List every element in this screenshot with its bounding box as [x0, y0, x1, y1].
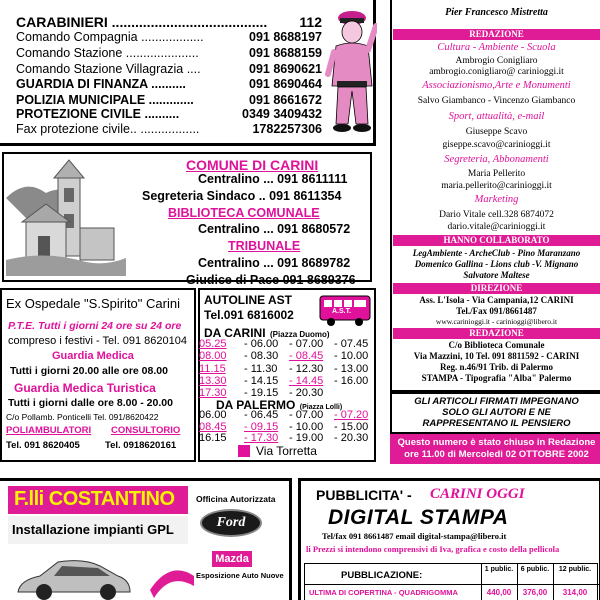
pink-ribbon-decoration: [150, 560, 194, 600]
redazione-line-2: Via Mazzini, 10 Tel. 091 8811592 - CARINI: [413, 351, 580, 361]
person-vitale: Dario Vitale cell.328 6874072: [439, 210, 554, 220]
collab-line-1: LegAmbiente - ArcheClub - Pino Maranzano: [412, 248, 581, 258]
notice-line-1: GLI ARTICOLI FIRMATI IMPEGNANO: [414, 396, 579, 407]
car-image: [14, 552, 134, 600]
row-price-6: 376,00: [522, 588, 548, 597]
collab-head: HANNO COLLABORATO: [393, 235, 600, 246]
email-pellerito: maria.pellerito@carinioggi.it: [441, 181, 552, 191]
bus-time: - 10.00: [334, 350, 369, 363]
emergency-label: Comando Stazione .....................: [16, 46, 199, 60]
bus-time: - 19.00: [289, 432, 324, 444]
direzione-line-2: Tel./Fax 091/8661487: [456, 306, 537, 316]
emergency-row: [16, 93, 322, 107]
bus-time: - 14.45: [289, 374, 324, 387]
pubblicita-label: PUBBLICITA' -: [316, 487, 412, 503]
emergency-row: [16, 62, 322, 76]
consultorio-tel: Tel. 0918620161: [105, 440, 177, 451]
festivi-line: compreso i festivi - Tel. 091 8620104: [8, 335, 187, 347]
emergency-label: Comando Compagnia ..................: [16, 30, 204, 44]
bus-time: 08.00: [199, 350, 227, 363]
notice-line-2: SOLO GLI AUTORI E NE: [442, 407, 551, 418]
bus-time: - 20.30: [289, 387, 324, 400]
comune-title: COMUNE DI CARINI: [186, 157, 319, 173]
town-church-illustration: [6, 158, 126, 276]
redazione-head-1: REDAZIONE: [393, 29, 600, 40]
digital-note: li Prezzi si intendono comprensivi di Iva, grafica e costo della pellicola: [306, 544, 560, 554]
collab-line-2: Domenico Gallina - Lions club -V. Mignano: [414, 259, 579, 269]
bus-time: - 08.30: [244, 350, 279, 363]
bus-time: - 16.00: [334, 374, 369, 387]
table-hline: [305, 584, 599, 585]
comune-line: Centralino ... 091 8680572: [198, 222, 351, 237]
mazda-text: Mazda: [215, 553, 249, 565]
costantino-subtitle: Installazione impianti GPL: [12, 522, 174, 537]
expo-label: Esposizione Auto Nuove: [196, 571, 284, 580]
from-palermo-label: DA PALERMO: [216, 398, 296, 412]
bus-time: - 06.45: [244, 409, 279, 421]
bus-time-row: [199, 421, 379, 433]
poliamb-line: C/o Pollamb. Ponticelli Tel. 091/8620422: [6, 412, 159, 422]
person-pellerito: Maria Pellerito: [467, 169, 526, 179]
comune-line: Centralino ... 091 8689782: [198, 256, 351, 270]
bus-time: - 11.30: [244, 362, 278, 375]
emergency-number: 112: [299, 14, 322, 30]
comune-line: BIBLIOTECA COMUNALE: [168, 205, 320, 220]
pub-header-label: PUBBLICAZIONE:: [341, 570, 423, 581]
emergency-label: POLIZIA MUNICIPALE .............: [16, 93, 194, 107]
officina-label: Officina Autorizzata: [196, 494, 276, 504]
bus-time-row: [199, 432, 379, 444]
emergency-row: [16, 122, 322, 136]
bus-tel: Tel.091 6816002: [204, 308, 294, 322]
email-conigliaro: ambrogio.conigliaro@ carinioggi.it: [429, 67, 564, 77]
direzione-line-3: www.carinioggi.it - carinioggi@libero.it: [435, 317, 558, 326]
bus-time-row: [199, 338, 379, 350]
price-table: [304, 563, 598, 600]
notice-line-3: RAPPRESENTANO IL PENSIERO: [422, 418, 571, 429]
pub-header-12: 12 public.: [558, 566, 592, 573]
digital-title: DIGITAL STAMPA: [328, 506, 509, 529]
consultorio-label: CONSULTORIO: [111, 425, 181, 436]
ford-logo: [200, 509, 262, 537]
poliambulatori-tel: Tel. 091 8620405: [6, 440, 80, 451]
section-sport: Sport, attualità, e-mail: [448, 111, 545, 122]
email-vitale: dario.vitale@carinioggi.it: [447, 222, 546, 232]
person-conigliaro: Ambrogio Conigliaro: [455, 56, 538, 66]
emergency-number: 091 8661672: [249, 93, 322, 107]
costantino-title: F.lli COSTANTINO: [14, 488, 175, 510]
bus-time: - 07.00: [289, 409, 324, 421]
bus-time: - 06.00: [244, 338, 279, 350]
bus-time: - 14.15: [244, 374, 279, 387]
emergency-label: Fax protezione civile.. .................: [16, 122, 200, 136]
comune-line: TRIBUNALE: [228, 239, 301, 254]
legend-text: Via Torretta: [256, 444, 317, 458]
emergency-label: GUARDIA DI FINANZA ..........: [16, 77, 186, 91]
emergency-row: [16, 107, 322, 121]
pte-line: P.T.E. Tutti i giorni 24 ore su 24 ore: [8, 320, 182, 332]
bus-time: - 10.00: [289, 420, 324, 433]
from-palermo-note: (Piazza Lolli): [299, 404, 343, 411]
from-carini-note: (Piazza Duomo): [270, 330, 330, 339]
bus-time-row: [199, 363, 379, 375]
bus-time-row: [199, 375, 379, 387]
emergency-number: 0349 3409432: [242, 107, 322, 121]
direzione-line-1: Ass. L'Isola - Via Campania,12 CARINI: [419, 295, 574, 305]
direzione-head: DIREZIONE: [393, 283, 600, 294]
bus-time: - 20.30: [334, 432, 369, 444]
guardia-orari: Tutti i giorni 20.00 alle ore 08.00: [10, 365, 168, 377]
ford-text: Ford: [216, 515, 246, 530]
ospedale-title: Ex Ospedale "S.Spirito" Carini: [6, 296, 180, 311]
table-vline-3: [553, 564, 554, 600]
bus-company: AUTOLINE AST: [204, 293, 293, 307]
emergency-label: Comando Stazione Villagrazia ....: [16, 62, 201, 76]
bus-time-row: [199, 409, 379, 421]
closed-line-1: Questo numero è stato chiuso in Redazione: [397, 437, 596, 448]
redazione-line-3: Reg. n.46/91 Trib. di Palermo: [440, 362, 553, 372]
comune-line: Centralino ... 091 8611111: [198, 172, 348, 186]
collab-line-3: Salvatore Maltese: [463, 270, 530, 280]
emergency-label: PROTEZIONE CIVILE ..........: [16, 107, 180, 121]
emergency-number: 091 8690621: [249, 62, 322, 76]
guardia-medica: Guardia Medica: [52, 350, 134, 362]
bus-time: - 17.30: [244, 432, 279, 444]
bus-time: - 19.15: [244, 387, 279, 400]
emergency-label: CARABINIERI ........................................: [16, 14, 268, 30]
bus-time: 16.15: [199, 432, 227, 444]
legend-swatch: [238, 445, 250, 457]
bus-time: - 08.45: [289, 350, 324, 363]
emergency-number: 091 8688197: [249, 30, 322, 44]
section-cultura: Cultura - Ambiente - Scuola: [437, 42, 556, 53]
comune-line: Segreteria Sindaco .. 091 8611354: [142, 188, 342, 203]
bus-time: 11.15: [199, 362, 226, 375]
table-vline-2: [517, 564, 518, 600]
redazione-line-1: C/o Biblioteca Comunale: [448, 340, 545, 350]
bus-time: 06.00: [199, 409, 227, 421]
table-vline-1: [481, 564, 482, 600]
bus-time: - 12.30: [289, 362, 324, 375]
bus-time: - 07.20: [334, 409, 369, 421]
bus-legend: [238, 444, 317, 458]
row-price-1: 440,00: [486, 588, 512, 597]
section-associazionismo: Associazionismo,Arte e Monumenti: [422, 80, 571, 91]
digital-contact: Tel/fax 091 8661487 email digital-stampa@libero.it: [322, 531, 507, 541]
turistica-orari: Tutti i giorni dalle ore 8.00 - 20.00: [8, 397, 173, 409]
emergency-row: [16, 30, 322, 44]
bus-time: - 13.00: [334, 362, 369, 375]
bus-label: A.S.T.: [332, 308, 352, 315]
section-marketing: Marketing: [474, 194, 519, 205]
row-label: ULTIMA DI COPERTINA - QUADRIGOMMA: [309, 588, 458, 597]
person-giambanco: Salvo Giambanco - Vincenzo Giambanco: [417, 96, 576, 106]
emergency-number: 091 8688159: [249, 46, 322, 60]
director-name: Pier Francesco Mistretta: [445, 7, 548, 18]
bus-time: - 09.15: [244, 420, 279, 433]
emergency-row: [16, 14, 322, 30]
emergency-number: 091 8690464: [249, 77, 322, 91]
email-scavo: giseppe.scavo@carinioggi.it: [442, 140, 551, 150]
bus-time: 13.30: [199, 374, 227, 387]
bus-time: - 07.45: [334, 338, 369, 350]
from-carini-label: DA CARINI: [204, 326, 266, 340]
pub-header-1: 1 public.: [484, 566, 514, 573]
mazda-badge: [212, 551, 252, 567]
pub-header-6: 6 public.: [520, 566, 550, 573]
closed-line-2: ore 11.00 di Mercoledi 02 OTTOBRE 2002: [404, 449, 589, 460]
guardia-turistica: Guardia Medica Turistica: [14, 381, 156, 395]
bus-icon: [318, 292, 372, 328]
poliambulatori-label: POLIAMBULATORI: [6, 425, 92, 436]
bus-time: - 07.00: [289, 338, 324, 350]
emergency-row: [16, 77, 322, 91]
redazione-line-4: STAMPA - Tipografia "Alba" Palermo: [421, 373, 572, 383]
bus-time: 05.25: [199, 338, 227, 350]
bus-time: - 15.00: [334, 420, 369, 433]
person-scavo: Giuseppe Scavo: [465, 127, 528, 137]
emergency-row: [16, 46, 322, 60]
bus-time-row: [199, 350, 379, 362]
bus-time: 17.30: [199, 387, 227, 400]
redazione-head-2: REDAZIONE: [393, 328, 600, 339]
row-price-12: 314,00: [562, 588, 588, 597]
emergency-number: 1782257306: [252, 122, 322, 136]
comune-line: Giudice di Pace 091 8689376: [186, 272, 356, 287]
bus-time: 08.45: [199, 420, 227, 433]
section-segreteria: Segreteria, Abbonamenti: [444, 154, 549, 165]
police-officer-illustration: [322, 6, 377, 134]
carini-oggi-label: CARINI OGGI: [430, 486, 525, 502]
